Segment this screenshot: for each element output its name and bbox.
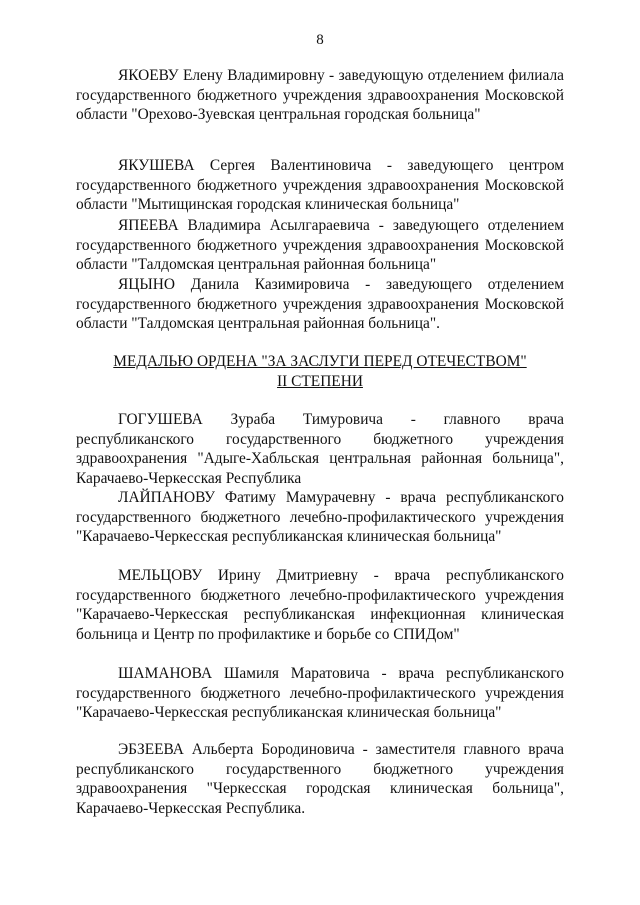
section-heading [0, 352, 640, 391]
award-entry: ЯЦЫНО Данила Казимировича - заведующего отделением государственного бюджетного учреждения здравоохранения Московской области "Талдомская центральная районная больница". [76, 276, 564, 333]
award-entry: ЯПЕЕВА Владимира Асылгараевича - заведующего отделением государственного бюджетного учреждения здравоохранения Московской области "Талдомская центральная районная больница" [76, 217, 564, 274]
award-entry: ЯКУШЕВА Сергея Валентиновича - заведующего центром государственного бюджетного учреждения здравоохранения Московской области "Мытищинская городская клиническая больница" [76, 157, 564, 214]
award-entry: МЕЛЬЦОВУ Ирину Дмитриевну - врача республиканского государственного бюджетного лечебно-профилактического учреждения "Карачаево-Черкесская республиканская инфекционная клиническая больница и Центр по профилактике и борьбе со СПИДом" [76, 567, 564, 643]
award-entry: ШАМАНОВА Шамиля Маратовича - врача республиканского государственного бюджетного лечебно-профилактического учреждения "Карачаево-Черкесская республиканская клиническая больница" [76, 665, 564, 722]
award-entry: ГОГУШЕВА Зураба Тимуровича - главного врача республиканского государственного бюджетного учреждения здравоохранения "Адыге-Хабльская центральная районная больница", Карачаево-Черкесская Республика [76, 411, 564, 487]
award-entry: ЭБЗЕЕВА Альберта Бородиновича - заместителя главного врача республиканского государственного бюджетного учреждения здравоохранения "Черкесская городская клиническая больница", Карачаево-Черкесская Республика. [76, 741, 564, 817]
award-entry: ЛАЙПАНОВУ Фатиму Мамурачевну - врача республиканского государственного бюджетного лечебно-профилактического учреждения "Карачаево-Черкесская республиканская клиническая больница" [76, 489, 564, 546]
section-heading-line2: II СТЕПЕНИ [277, 372, 363, 390]
award-entry: ЯКОЕВУ Елену Владимировну - заведующую отделением филиала государственного бюджетного учреждения здравоохранения Московской области "Орехово-Зуевская центральная городская больница" [76, 67, 564, 124]
page-number: 8 [316, 32, 324, 48]
section-heading-line1: МЕДАЛЬЮ ОРДЕНА "ЗА ЗАСЛУГИ ПЕРЕД ОТЕЧЕСТВОМ" [113, 353, 527, 370]
